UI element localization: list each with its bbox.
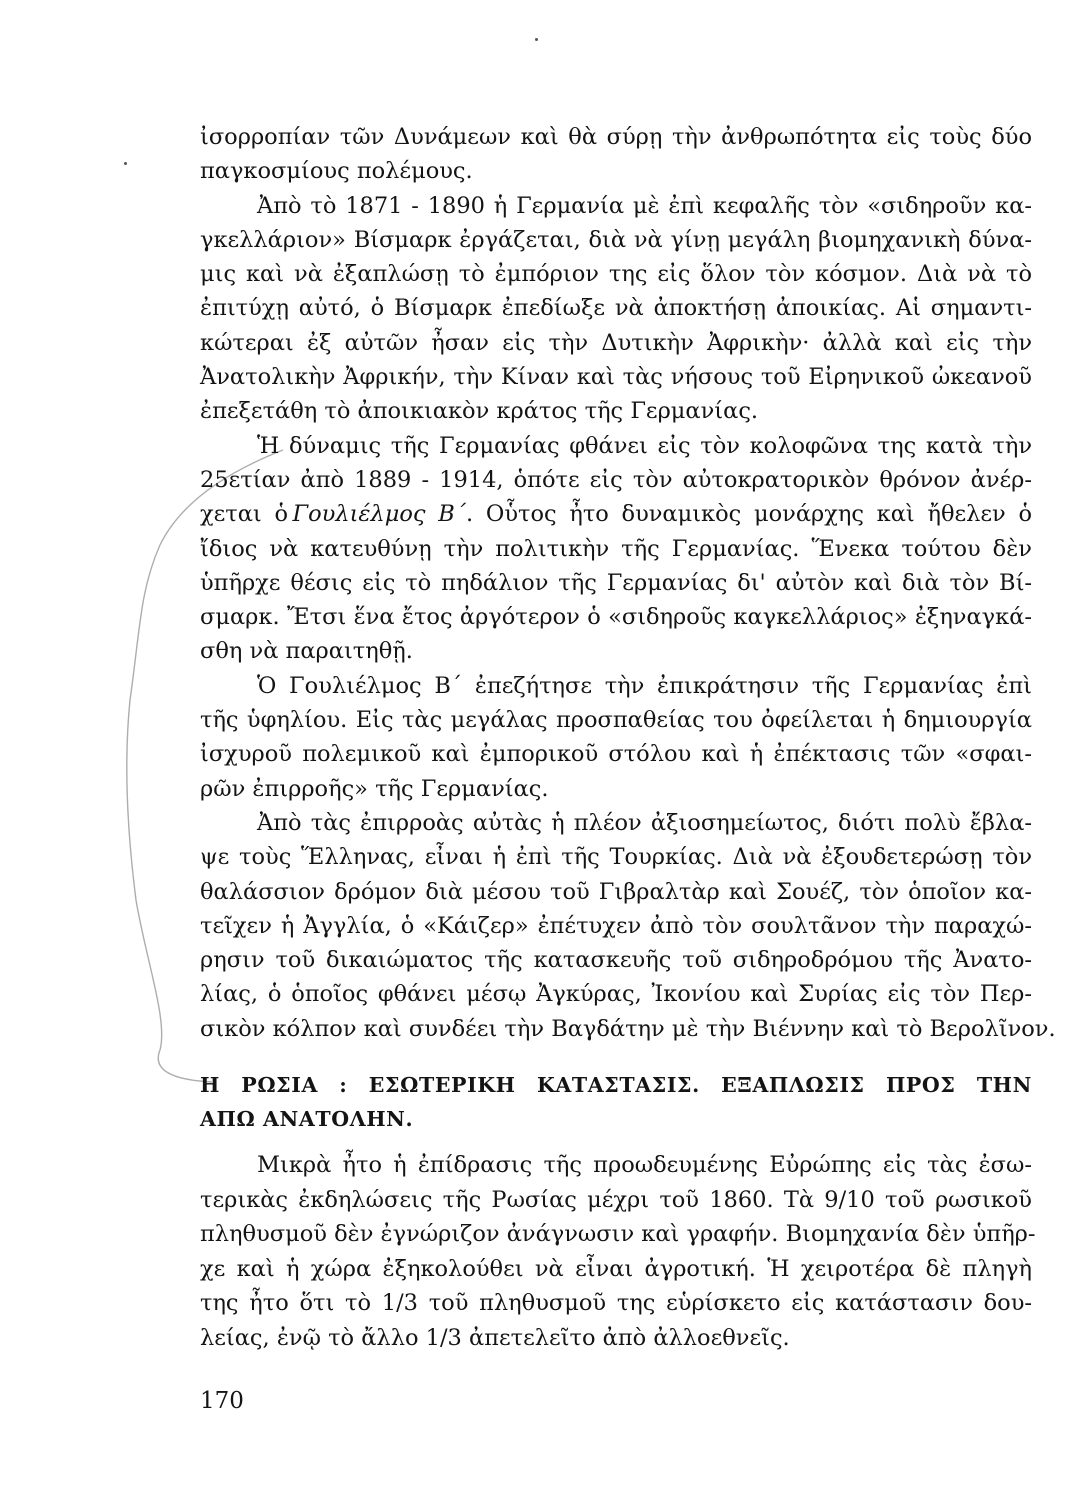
text-fragment: . Οὗτος ἦτο δυναμικὸς μονάρχης καὶ ἤθελεν ὁ	[466, 501, 1032, 528]
paper-speck	[124, 162, 127, 165]
heading-line: Η ΡΩΣΙΑ : ΕΣΩΤΕΡΙΚΗ ΚΑΤΑΣΤΑΣΙΣ. ΕΞΑΠΛΩΣΙΣ ΠΡΟΣ ΤΗΝ	[200, 1073, 1032, 1097]
section-russia-text	[200, 1148, 1036, 1356]
text-line: κώτεραι ἐξ αὐτῶν ἦσαν εἰς τὴν Δυτικὴν Ἀφρικὴν· ἀλλὰ καὶ εἰς τὴν	[200, 329, 1032, 356]
page-number: 170	[200, 1388, 244, 1414]
paper-speck	[535, 38, 538, 41]
text-line: της ἦτο ὅτι τὸ 1/3 τοῦ πληθυσμοῦ της εὑρίσκετο εἰς κατάστασιν δου-	[200, 1290, 1032, 1317]
text-line: ρησιν τοῦ δικαιώματος τῆς κατασκευῆς τοῦ σιδηροδρόμου τῆς Ἀνατο-	[200, 947, 1032, 974]
text-line: γκελλάριον» Βίσμαρκ ἐργάζεται, διὰ νὰ γίνῃ μεγάλη βιομηχανικὴ δύνα-	[200, 226, 1032, 253]
text-line: ἐπεξετάθη τὸ ἀποικιακὸν κράτος τῆς Γερμανίας.	[200, 398, 759, 425]
section-germany-text	[200, 120, 1056, 1046]
text-line: μις καὶ νὰ ἐξαπλώσῃ τὸ ἐμπόριον της εἰς ὅλον τὸν κόσμον. Διὰ νὰ τὸ	[200, 261, 1032, 288]
text-line: πληθυσμοῦ δὲν ἐγνώριζον ἀνάγνωσιν καὶ γραφήν. Βιομηχανία δὲν ὑπῆρ-	[200, 1221, 1036, 1248]
text-line: Ἀπὸ τὰς ἐπιρροὰς αὐτὰς ἡ πλέον ἀξιοσημείωτος, διότι πολὺ ἔβλα-	[257, 809, 1032, 836]
text-line: χε καὶ ἡ χώρα ἐξηκολούθει νὰ εἶναι ἀγροτική. Ἡ χειροτέρα δὲ πληγὴ	[200, 1255, 1032, 1282]
text-line: ἐπιτύχῃ αὐτό, ὁ Βίσμαρκ ἐπεδίωξε νὰ ἀποκτήσῃ ἀποικίας. Αἱ σημαντι-	[200, 295, 1032, 322]
text-line: τῆς ὑφηλίου. Εἰς τὰς μεγάλας προσπαθείας του ὀφείλεται ἡ δημιουργία	[200, 707, 1032, 734]
text-line: Ἀπὸ τὸ 1871 - 1890 ἡ Γερμανία μὲ ἐπὶ κεφαλῆς τὸν «σιδηροῦν κα-	[257, 192, 1032, 219]
text-line: τεῖχεν ἡ Ἀγγλία, ὁ «Κάιζερ» ἐπέτυχεν ἀπὸ τὸν σουλτᾶνον τὴν παραχώ-	[200, 912, 1032, 939]
text-line: ἴδιος νὰ κατευθύνῃ τὴν πολιτικὴν τῆς Γερμανίας. Ἕνεκα τούτου δὲν	[200, 535, 1032, 562]
text-line: παγκοσμίους πολέμους.	[200, 158, 473, 185]
text-line: ψε τοὺς Ἕλληνας, εἶναι ἡ ἐπὶ τῆς Τουρκίας. Διὰ νὰ ἐξουδετερώσῃ τὸν	[200, 844, 1032, 871]
text-line: 25ετίαν ἀπὸ 1889 - 1914, ὁπότε εἰς τὸν αὐτοκρατορικὸν θρόνον ἀνέρ-	[200, 466, 1032, 493]
text-line: σθη νὰ παραιτηθῇ.	[200, 638, 413, 665]
text-line: σμαρκ. Ἔτσι ἕνα ἔτος ἀργότερον ὁ «σιδηροῦς καγκελλάριος» ἐξηναγκά-	[200, 604, 1032, 631]
text-line: θαλάσσιον δρόμον διὰ μέσου τοῦ Γιβραλτὰρ καὶ Σουέζ, τὸν ὁποῖον κα-	[200, 878, 1032, 905]
section-heading	[200, 1068, 1032, 1136]
text-line: ἰσχυροῦ πολεμικοῦ καὶ ἐμπορικοῦ στόλου καὶ ἡ ἐπέκτασις τῶν «σφαι-	[200, 741, 1032, 768]
text-line: Μικρὰ ἦτο ἡ ἐπίδρασις τῆς προωδευμένης Εὐρώπης εἰς τὰς ἐσω-	[257, 1152, 1032, 1178]
heading-line: ΑΠΩ ΑΝΑΤΟΛΗΝ.	[200, 1107, 414, 1131]
text-line: τερικὰς ἐκδηλώσεις τῆς Ρωσίας μέχρι τοῦ 1860. Τὰ 9/10 τοῦ ρωσικοῦ	[200, 1186, 1032, 1213]
text-line: λείας, ἐνῷ τὸ ἄλλο 1/3 ἀπετελεῖτο ἀπὸ ἀλλοεθνεῖς.	[200, 1324, 790, 1351]
text-line: ρῶν ἐπιρροῆς» τῆς Γερμανίας.	[200, 775, 549, 802]
emphasized-name: Γουλιέλμος Β΄	[292, 501, 467, 528]
text-line	[200, 497, 1032, 531]
text-fragment: χεται ὁ	[200, 501, 289, 528]
text-line: Ὁ Γουλιέλμος Β΄ ἐπεζήτησε τὴν ἐπικράτησιν τῆς Γερμανίας ἐπὶ	[257, 672, 1032, 699]
text-line: λίας, ὁ ὁποῖος φθάνει μέσῳ Ἀγκύρας, Ἰκονίου καὶ Συρίας εἰς τὸν Περ-	[200, 981, 1032, 1008]
text-line: ἰσορροπίαν τῶν Δυνάμεων καὶ θὰ σύρῃ τὴν ἀνθρωπότητα εἰς τοὺς δύο	[200, 124, 1032, 150]
text-line: Ἡ δύναμις τῆς Γερμανίας φθάνει εἰς τὸν κολοφῶνα της κατὰ τὴν	[257, 432, 1032, 459]
text-line: σικὸν κόλπον καὶ συνδέει τὴν Βαγδάτην μὲ τὴν Βιέννην καὶ τὸ Βερολῖνον.	[200, 1015, 1056, 1042]
text-line: Ἀνατολικὴν Ἀφρικήν, τὴν Κίναν καὶ τὰς νήσους τοῦ Εἰρηνικοῦ ὠκεανοῦ	[200, 364, 1032, 391]
text-line: ὑπῆρχε θέσις εἰς τὸ πηδάλιον τῆς Γερμανίας δι' αὐτὸν καὶ διὰ τὸν Βί-	[200, 569, 1032, 596]
